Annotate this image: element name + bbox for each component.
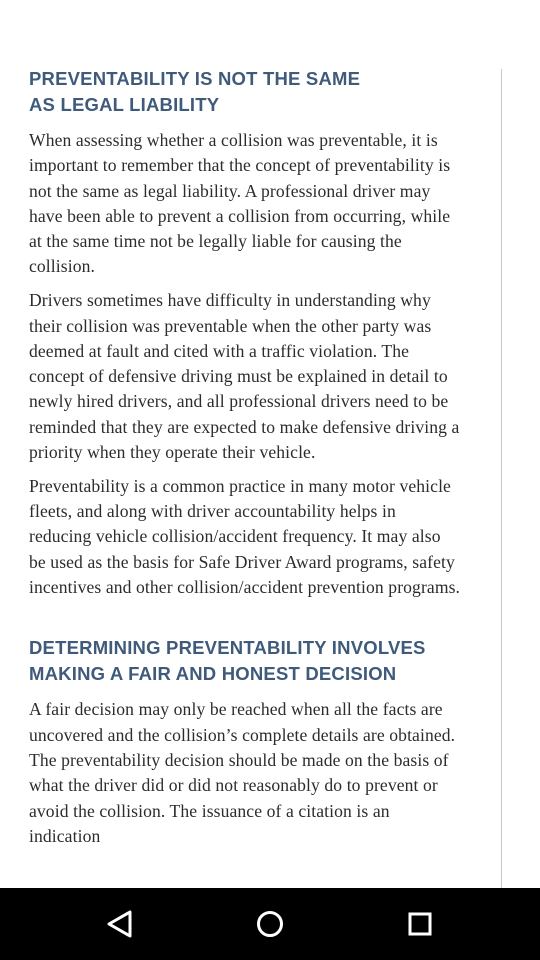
paragraph: Drivers sometimes have difficulty in understanding why their collision was preventable when the other party was deemed at fault and cited with a traffic violation. The concept of defensive driving must be explained in detail to newly hired drivers, and all professional drivers need to be reminded that they are expected to make defensive driving a priority when they operate their vehicle. xyxy=(29,290,460,463)
heading-line: PREVENTABILITY IS NOT THE SAME xyxy=(29,68,361,89)
heading-line: MAKING A FAIR AND HONEST DECISION xyxy=(29,663,397,685)
section-heading-preventability-vs-liability xyxy=(29,66,461,118)
heading-line: DETERMINING PREVENTABILITY INVOLVES xyxy=(29,637,426,659)
paragraph: When assessing whether a collision was preventable, it is important to remember that the concept of preventability is not the same as legal liability. A professional driver may have been able to prevent a collision from occurring, while at the same time not be legally liable for causing the collision. xyxy=(29,130,451,277)
back-button[interactable] xyxy=(84,900,156,948)
back-triangle-icon xyxy=(105,909,135,939)
article-content xyxy=(29,66,461,849)
paragraph: Preventability is a common practice in many motor vehicle fleets, and along with driver accountability helps in reducing vehicle collision/accident frequency. It may also be used as the basis for Safe Driver Award programs, safety incentives and other collision/accident prevention programs. xyxy=(29,475,461,598)
system-navigation-bar xyxy=(0,888,540,960)
home-circle-icon xyxy=(255,909,285,939)
heading-line: AS LEGAL LIABILITY xyxy=(29,94,220,115)
column-divider xyxy=(501,69,502,888)
paragraph: A fair decision may only be reached when all the facts are uncovered and the collision’s complete details are obtained. The preventability decision should be made on the basis of what the driver did or did not reasonably do to prevent or avoid the collision. The issuance of a citation is an indication xyxy=(29,699,456,846)
recents-button[interactable] xyxy=(384,900,456,948)
recents-square-icon xyxy=(406,910,434,938)
home-button[interactable] xyxy=(234,900,306,948)
section-heading-determining-preventability xyxy=(29,635,461,687)
